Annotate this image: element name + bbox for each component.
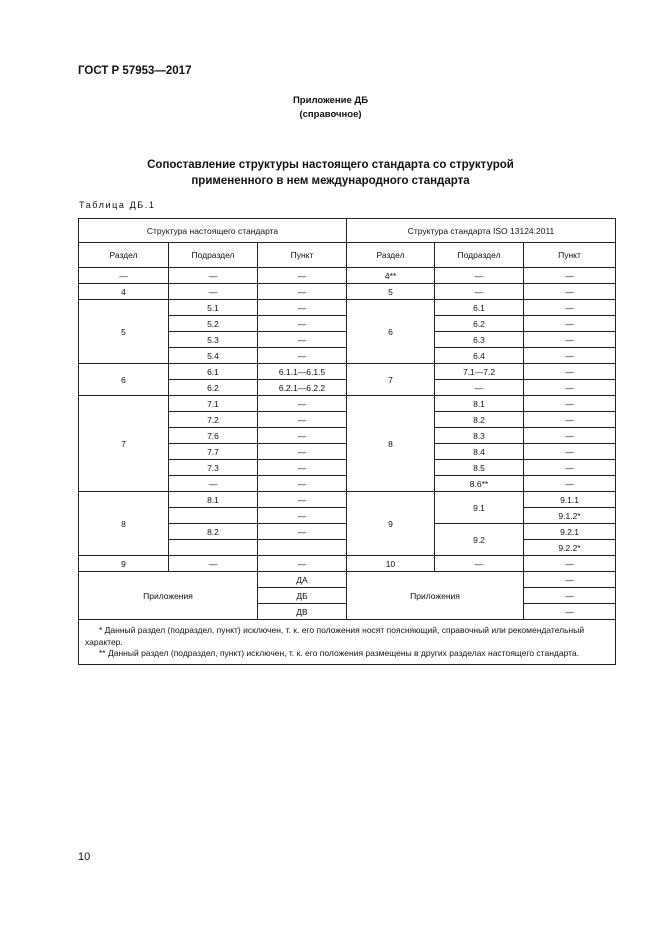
table-row (79, 396, 616, 412)
document-code: ГОСТ Р 57953—2017 (78, 65, 192, 77)
page-title (0, 157, 661, 189)
table-cell: 6.3 (435, 332, 524, 348)
table-cell: — (169, 476, 258, 492)
table-cell: — (524, 284, 616, 300)
table-cell: — (258, 508, 347, 524)
table-cell: — (524, 380, 616, 396)
appendices-label-left: Приложения (79, 572, 258, 620)
table-row (79, 300, 616, 316)
table-cell: 6 (347, 300, 435, 364)
table-cell: 7.1—7.2 (435, 364, 524, 380)
table-cell: 8.6** (435, 476, 524, 492)
table-cell: — (435, 284, 524, 300)
table-cell: — (258, 300, 347, 316)
table-cell (258, 540, 347, 556)
table-cell: — (524, 460, 616, 476)
table-cell: — (524, 348, 616, 364)
table-cell: 6.1 (435, 300, 524, 316)
table-row (79, 492, 616, 508)
table-cell: 6.4 (435, 348, 524, 364)
table-cell: — (258, 332, 347, 348)
table-cell: — (524, 556, 616, 572)
table-cell: 6.2 (435, 316, 524, 332)
table-cell: 9.1.1 (524, 492, 616, 508)
table-cell: — (258, 428, 347, 444)
table-row (79, 284, 616, 300)
table-cell: — (258, 556, 347, 572)
table-footnote-row (79, 620, 616, 665)
table-cell: — (524, 396, 616, 412)
table-cell: 9 (79, 556, 169, 572)
table-cell: 8 (347, 396, 435, 492)
table-cell (169, 508, 258, 524)
table-row (79, 364, 616, 380)
table-cell: — (258, 348, 347, 364)
table-cell: 6.2.1—6.2.2 (258, 380, 347, 396)
column-header-item: Пункт (258, 243, 347, 268)
table-cell: — (524, 316, 616, 332)
table-cell: — (524, 604, 616, 620)
table-row (79, 556, 616, 572)
table-cell: — (258, 460, 347, 476)
table-cell: 8.3 (435, 428, 524, 444)
column-header-section: Раздел (79, 243, 169, 268)
table-cell: 6.1 (169, 364, 258, 380)
table-cell: — (524, 588, 616, 604)
table-cell: — (435, 556, 524, 572)
table-cell: — (258, 396, 347, 412)
table-cell: 5.2 (169, 316, 258, 332)
table-cell: — (258, 316, 347, 332)
group-header-iso-standard: Структура стандарта ISO 13124:2011 (347, 219, 616, 243)
table-cell: 10 (347, 556, 435, 572)
table-cell: 9 (347, 492, 435, 556)
table-cell: 8.2 (435, 412, 524, 428)
appendix-subtitle: (справочное) (299, 109, 362, 120)
table-cell: ДБ (258, 588, 347, 604)
appendix-title: Приложение ДБ (292, 95, 369, 106)
footnote-2: ** Данный раздел (подраздел, пункт) исключен, т. к. его положения размещены в других разделах настоящего стандарта. (99, 648, 580, 658)
table-cell: 5.3 (169, 332, 258, 348)
table-cell: 9.2.2* (524, 540, 616, 556)
group-header-current-standard: Структура настоящего стандарта (79, 219, 347, 243)
table-cell: — (524, 572, 616, 588)
table-row (79, 268, 616, 284)
table-cell: 4** (347, 268, 435, 284)
table-cell: 7.6 (169, 428, 258, 444)
appendix-heading (0, 94, 661, 122)
table-cell: — (524, 428, 616, 444)
table-cell: — (524, 332, 616, 348)
table-cell: 6.1.1—6.1.5 (258, 364, 347, 380)
table-cell: — (435, 268, 524, 284)
table-cell: — (169, 284, 258, 300)
table-cell: 5 (79, 300, 169, 364)
table-label: Таблица ДБ.1 (79, 200, 156, 210)
table-cell: 7.1 (169, 396, 258, 412)
table-cell: — (258, 492, 347, 508)
table-cell: — (524, 300, 616, 316)
table-cell: — (258, 444, 347, 460)
table-cell: 6.2 (169, 380, 258, 396)
table-cell: 8.5 (435, 460, 524, 476)
column-header-section: Раздел (347, 243, 435, 268)
table-cell: ДА (258, 572, 347, 588)
table-cell: 8.1 (169, 492, 258, 508)
table-cell: 8.2 (169, 524, 258, 540)
page-title-line-2: примененного в нем международного стандарта (191, 175, 470, 187)
table-cell: 7.3 (169, 460, 258, 476)
table-cell: 8 (79, 492, 169, 556)
column-header-item: Пункт (524, 243, 616, 268)
footnote-1: * Данный раздел (подраздел, пункт) исключен, т. к. его положения носят поясняющий, справочный или рекомендательный характер. (85, 625, 585, 647)
table-cell: 5.4 (169, 348, 258, 364)
table-row (79, 572, 616, 588)
table-cell: 9.2 (435, 524, 524, 556)
table-cell: 5.1 (169, 300, 258, 316)
table-cell: 7 (347, 364, 435, 396)
table-column-header-row (79, 243, 616, 268)
table-cell (169, 540, 258, 556)
table-cell: — (524, 268, 616, 284)
table-cell: ДВ (258, 604, 347, 620)
table-cell: — (79, 268, 169, 284)
comparison-table (78, 218, 616, 665)
table-cell: 7.7 (169, 444, 258, 460)
table-cell: — (435, 380, 524, 396)
table-cell: — (524, 412, 616, 428)
table-cell: — (258, 284, 347, 300)
table-footnotes (79, 620, 616, 665)
table-cell: — (258, 524, 347, 540)
column-header-subsection: Подраздел (435, 243, 524, 268)
table-cell: 5 (347, 284, 435, 300)
table-cell: — (524, 364, 616, 380)
table-cell: — (258, 268, 347, 284)
page-title-line-1: Сопоставление структуры настоящего стандарта со структурой (147, 159, 514, 171)
table-cell: — (258, 412, 347, 428)
appendices-label-right: Приложения (347, 572, 524, 620)
table-cell: — (524, 476, 616, 492)
table-cell: 6 (79, 364, 169, 396)
table-group-header-row (79, 219, 616, 243)
table-cell: 7 (79, 396, 169, 492)
table-cell: 8.4 (435, 444, 524, 460)
table-cell: 9.2.1 (524, 524, 616, 540)
table-cell: 7.2 (169, 412, 258, 428)
table-cell: — (169, 556, 258, 572)
page-number: 10 (78, 851, 91, 863)
table-cell: — (524, 444, 616, 460)
table-cell: 4 (79, 284, 169, 300)
table-cell: 8.1 (435, 396, 524, 412)
table-cell: — (169, 268, 258, 284)
table-cell: — (258, 476, 347, 492)
table-cell: 9.1.2* (524, 508, 616, 524)
column-header-subsection: Подраздел (169, 243, 258, 268)
table-cell: 9.1 (435, 492, 524, 524)
